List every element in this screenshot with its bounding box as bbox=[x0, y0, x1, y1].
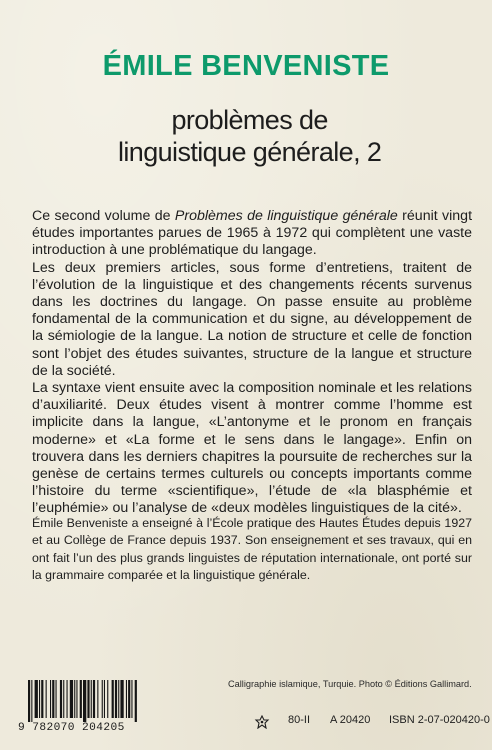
barcode-bar bbox=[102, 680, 103, 718]
barcode-bar bbox=[28, 680, 30, 722]
barcode-bar bbox=[112, 680, 114, 718]
barcode-bar bbox=[93, 680, 95, 718]
barcode-bar bbox=[126, 680, 127, 718]
barcode-bar bbox=[70, 680, 73, 718]
barcode-bar bbox=[104, 680, 105, 718]
barcode-bar bbox=[31, 680, 32, 722]
catalog-number: A 20420 bbox=[330, 714, 371, 726]
barcode-bar bbox=[74, 680, 75, 718]
book-title bbox=[118, 104, 381, 168]
publisher-logo-icon bbox=[254, 715, 270, 729]
author-bio bbox=[32, 515, 472, 585]
isbn: ISBN 2-07-020420-0 bbox=[389, 714, 490, 726]
blurb-paragraph-3: La syntaxe vient ensuite avec la composition nominale et les relations d’auxiliarité. Deux études visent à montrer comme l’homme est implicite dans la langue, «L’antonyme et le pronom en français moderne» et «La forme et le sens dans le langage». Enfin on trouvera dans les derniers chapitres la poursuite de recherches sur la genèse de certains termes culturels ou concepts importants comme l’histoire du terme «scientifique», l’étude de «la blasphémie et l’euphémie» ou l’analyse de «deux modèles linguistiques de la cité». bbox=[32, 380, 472, 517]
barcode-bar bbox=[97, 680, 98, 718]
barcode-bar bbox=[120, 680, 123, 718]
barcode-bar bbox=[52, 680, 54, 718]
barcode-bar bbox=[35, 680, 38, 718]
title-line-1: problèmes de bbox=[171, 105, 328, 135]
blurb-paragraph-2: Les deux premiers articles, sous forme d’entretiens, traitent de l’évolution de la linguistique et des changements récents survenus dans les doctrines du langage. On passe ensuite au problème fondamental de la communication et du signe, au développement de la sémiologie de la langue. La notion de structure et celle de fonction sont l’objet des études suivantes, structure de la langue et structure de la société. bbox=[32, 259, 472, 379]
author-name: ÉMILE BENVENISTE bbox=[102, 50, 390, 82]
blurb-p1-title: Problèmes de linguistique générale bbox=[174, 208, 398, 224]
barcode-bar bbox=[115, 680, 117, 718]
barcode-bar bbox=[56, 680, 57, 718]
author-bio-text: Émile Benveniste a enseigné à l’École pratique des Hautes Études depuis 1927 et au Collège de France depuis 1937. Son enseignement et ses travaux, qui en ont fait l’un des plus grands linguistes de réputation internationale, ont porté sur la grammaire comparée et la linguistique générale. bbox=[32, 516, 472, 583]
barcode-bar bbox=[41, 680, 43, 718]
series-code: 80-II bbox=[288, 714, 311, 726]
blurb-p1-end: réunit vingt études importantes parues de 1965 à 1972 qui complètent une vaste introduction à une problématique du langage. bbox=[32, 208, 473, 259]
barcode-bar bbox=[131, 680, 132, 718]
photo-credit: Calligraphie islamique, Turquie. Photo © Éditions Gallimard. bbox=[228, 679, 472, 689]
blurb-p1-start: Ce second volume de bbox=[32, 208, 175, 224]
barcode-digits: 9 782070 204205 bbox=[18, 722, 125, 734]
barcode-bar bbox=[87, 680, 89, 718]
barcode-bar bbox=[76, 680, 77, 718]
barcode-bar bbox=[91, 680, 92, 718]
barcode-bars bbox=[26, 680, 160, 722]
barcode-bar bbox=[107, 680, 108, 718]
barcode-bar bbox=[46, 680, 47, 718]
barcode-bar bbox=[67, 680, 68, 718]
barcode-bar bbox=[39, 680, 40, 718]
blurb-paragraph-1 bbox=[32, 208, 472, 260]
blurb bbox=[32, 208, 472, 518]
barcode-bar bbox=[50, 680, 51, 718]
barcode-bar bbox=[135, 680, 137, 722]
barcode-bar bbox=[128, 680, 130, 718]
barcode-bar bbox=[63, 680, 64, 718]
barcode-bar bbox=[80, 680, 82, 718]
barcode-bar bbox=[83, 680, 86, 722]
barcode-bar bbox=[118, 680, 119, 718]
title-line-2: linguistique générale, 2 bbox=[118, 137, 382, 167]
barcode-bar bbox=[60, 680, 62, 718]
